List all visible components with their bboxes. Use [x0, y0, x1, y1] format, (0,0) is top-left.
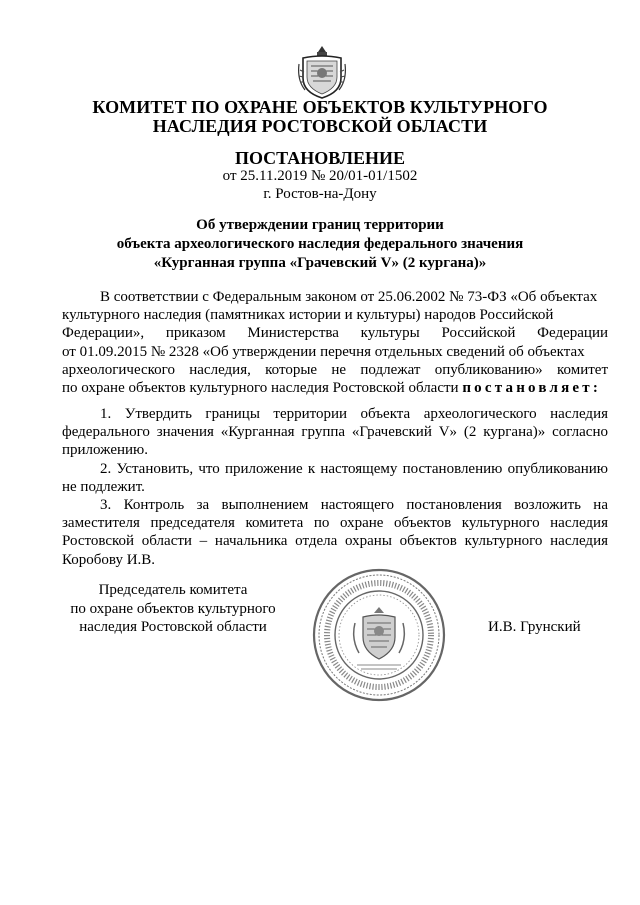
preamble-line: Федерации», приказом Министерства культуры Российской Федерации — [62, 325, 608, 342]
decree-items — [62, 405, 608, 569]
preamble-line: от 01.09.2015 № 2328 «Об утверждении перечня отдельных сведений об объектах — [62, 343, 585, 360]
document-title — [0, 216, 640, 273]
position-line-2: по охране объектов культурного — [70, 600, 276, 617]
preamble-last-line — [62, 379, 608, 397]
title-line-3: «Курганная группа «Грачевский V» (2 кургана)» — [153, 255, 487, 271]
signatory-name: И.В. Грунский — [488, 619, 581, 635]
decree-item-1: 1. Утвердить границы территории объекта археологического наследия федерального значения «Курганная группа «Грачевский V» (2 кургана)» согласно приложению. — [62, 406, 608, 459]
position-line-1: Председатель комитета — [98, 582, 248, 598]
preamble-line: археологического наследия, которые не подлежат опубликованию» комитет — [62, 361, 608, 378]
organization-line-2: НАСЛЕДИЯ РОСТОВСКОЙ ОБЛАСТИ — [152, 116, 488, 136]
official-seal-icon — [311, 567, 447, 703]
preamble — [62, 288, 608, 397]
date-number: от 25.11.2019 № 20/01-01/1502 — [222, 168, 418, 184]
decree-action-word: постановляет: — [462, 380, 602, 397]
preamble-last-text: по охране объектов культурного наследия Ростовской области — [62, 380, 459, 397]
document-type: ПОСТАНОВЛЕНИЕ — [234, 148, 406, 168]
title-line-1: Об утверждении границ территории — [196, 217, 444, 233]
organization-line-1: КОМИТЕТ ПО ОХРАНЕ ОБЪЕКТОВ КУЛЬТУРНОГО — [92, 97, 548, 117]
preamble-line: культурного наследия (памятниках истории и культуры) народов Российской — [62, 307, 554, 324]
title-line-2: объекта археологического наследия федерального значения — [116, 236, 524, 252]
signatory-position — [62, 581, 284, 637]
decree-item-2: 2. Установить, что приложение к настоящему постановлению опубликованию не подлежит. — [62, 460, 608, 495]
position-line-3: наследия Ростовской области — [79, 619, 267, 635]
coat-of-arms-icon — [297, 44, 347, 100]
organization-name — [0, 98, 640, 136]
preamble-line: В соответствии с Федеральным законом от 25.06.2002 № 73-ФЗ «Об объектах — [100, 289, 598, 305]
decree-item-3: 3. Контроль за выполнением настоящего постановления возложить на заместителя председателя комитета по охране объектов культурного наследия Ростовской области – начальника отдела охраны объектов культурного наследия Коробову И.В. — [62, 497, 608, 568]
city: г. Ростов-на-Дону — [263, 186, 377, 202]
